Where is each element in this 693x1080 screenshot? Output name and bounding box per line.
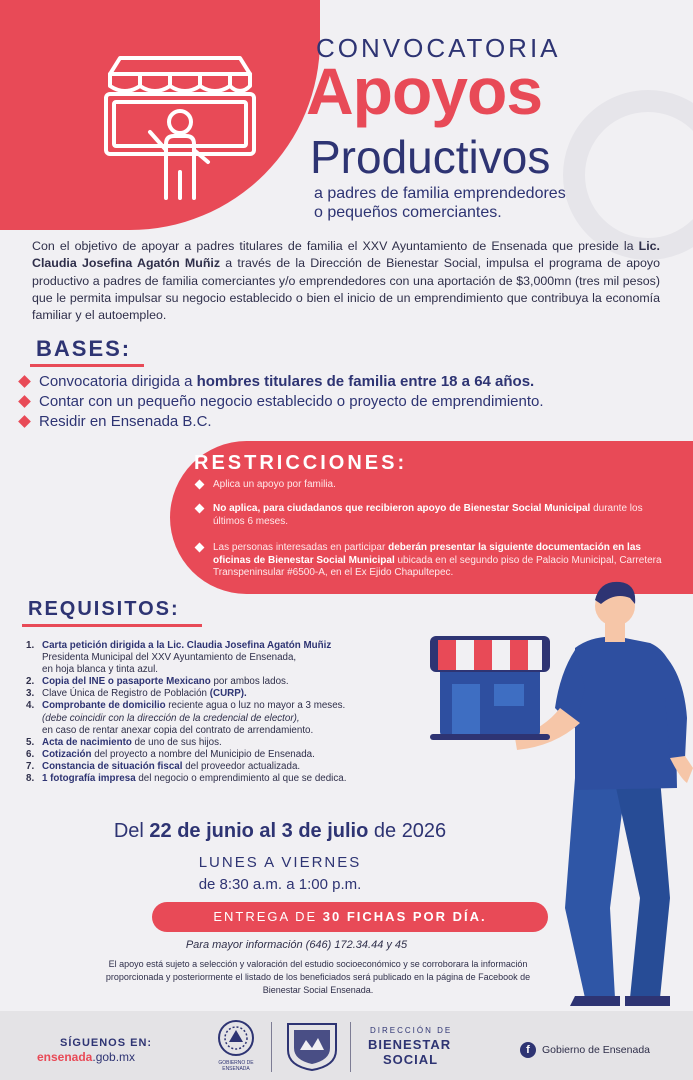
item-text: Presidenta Municipal del XXV Ayuntamiento de Ensenada, [42, 652, 297, 664]
decorative-ring [563, 90, 693, 260]
requisitos-underline [22, 624, 202, 627]
bienestar-label: BIENESTAR [368, 1037, 452, 1052]
contact-info: Para mayor información (646) 172.34.44 y 45 [185, 939, 408, 951]
item-number: 1. [26, 640, 35, 651]
kicker-title: CONVOCATORIA [316, 33, 561, 63]
municipal-seal-icon [215, 1018, 257, 1058]
item-number: 4. [26, 700, 35, 712]
main-title: Apoyos [306, 54, 543, 128]
website-link[interactable] [37, 1050, 135, 1064]
direccion-label: DIRECCIÓN DE [370, 1026, 453, 1035]
item-text: en caso de rentar anexar copia del contrato de arrendamiento. [42, 724, 314, 736]
date-prefix: Del [113, 820, 150, 842]
social-label: SOCIAL [383, 1052, 439, 1067]
item-text: reciente agua o luz no mayor a 3 meses. [165, 700, 346, 712]
date-year: de 2026 [368, 820, 447, 842]
list-item [26, 737, 426, 749]
list-item [18, 412, 678, 432]
schedule-hours: de 8:30 a.m. a 1:00 p.m. [198, 876, 362, 893]
website-domain: ensenada [37, 1050, 93, 1064]
bases-item-1-text: Convocatoria dirigida a [39, 373, 197, 390]
list-item [18, 392, 678, 412]
list-item [26, 773, 426, 785]
fichas-banner [152, 902, 548, 932]
bases-heading: BASES: [36, 336, 132, 361]
disclaimer: El apoyo está sujeto a selección y valoración del estudio socioeconómico y se corroborara la información proporcionada y posteriormente el listado de los beneficiados será publicado en la página de Facebook de Bienestar Social Ensenada. [105, 959, 531, 995]
item-bold: Cotización [42, 748, 92, 760]
divider [350, 1022, 351, 1072]
item-bold: (CURP). [209, 688, 247, 700]
item-bold: Copia del INE o pasaporte Mexicano [42, 676, 211, 688]
facebook-icon[interactable]: f [520, 1042, 536, 1058]
item-text: del proyecto a nombre del Municipio de Ensenada. [91, 748, 315, 760]
bases-underline [30, 364, 144, 367]
follow-label: SÍGUENOS EN: [60, 1037, 153, 1049]
item-number: 3. [26, 688, 35, 700]
requisitos-heading: REQUISITOS: [28, 598, 180, 620]
intro-text-2: a través de la Dirección de Bienestar Social, impulsa el programa de apoyo productivo a padres de familia comerciantes y/o emprendedores con una aportación de $3,000mn (tres mil pesos) que le permita impulsar su negocio establecido o bien el inicio de un emprendimiento que contribuya la economía familiar y el autoempleo. [32, 256, 660, 323]
restricciones-heading: RESTRICCIONES: [194, 452, 408, 474]
list-item [26, 640, 426, 676]
item-number: 6. [26, 748, 35, 760]
item-number: 5. [26, 736, 35, 748]
item-text: de uno de sus hijos. [131, 736, 222, 748]
intro-paragraph [32, 238, 660, 324]
facebook-page-link[interactable]: Gobierno de Ensenada [542, 1044, 650, 1056]
ensenada-shield-icon [282, 1020, 342, 1072]
item-text: Clave Única de Registro de Población [42, 688, 210, 700]
list-item [26, 749, 426, 761]
fichas-text: ENTREGA DE [213, 909, 323, 924]
date-range-bold: 22 de junio al 3 de julio [149, 820, 369, 842]
requisitos-list [26, 640, 426, 785]
restriccion-item-3 [194, 542, 669, 580]
list-item [18, 372, 678, 392]
diamond-bullet-icon [195, 543, 205, 553]
item-italic: (debe coincidir con la dirección de la credencial de elector), [42, 712, 300, 724]
date-range [0, 820, 693, 843]
subtitle [314, 184, 644, 222]
diamond-bullet-icon [18, 395, 31, 408]
seal-caption: GOBIERNO DE ENSENADA [218, 1060, 254, 1072]
item-number: 2. [26, 676, 35, 688]
fichas-bold: 30 FICHAS POR DÍA. [322, 909, 487, 924]
item-bold: Acta de nacimiento [42, 736, 132, 748]
website-tld: .gob.mx [92, 1050, 136, 1064]
restriccion-text: Las personas interesadas en participar [213, 542, 389, 553]
item-number: 8. [26, 773, 35, 785]
list-item [26, 676, 426, 688]
item-bold: Comprobante de domicilio [42, 700, 166, 712]
item-bold: Constancia de situación fiscal [42, 760, 183, 772]
restriccion-bold: No aplica, para ciudadanos que recibieron apoyo de Bienestar Social Municipal [213, 503, 591, 514]
item-text: en hoja blanca y tinta azul. [42, 664, 159, 676]
item-bold: Carta petición dirigida a la Lic. Claudia Josefina Agatón Muñiz [42, 640, 332, 651]
restriccion-item-2 [194, 503, 669, 528]
list-item [26, 700, 426, 736]
diamond-bullet-icon [195, 480, 205, 490]
list-item [26, 688, 426, 700]
subtitle-line-1: a padres de familia emprendedores [314, 185, 566, 202]
diamond-bullet-icon [18, 375, 31, 388]
restriccion-text: Aplica un apoyo por familia. [213, 479, 336, 490]
store-presenter-icon [100, 52, 260, 202]
bases-list [18, 372, 678, 432]
item-text: por ambos lados. [210, 676, 289, 688]
item-bold: 1 fotografía impresa [42, 773, 136, 785]
main-title-secondary: Productivos [310, 131, 551, 183]
list-item [26, 761, 426, 773]
restriccion-text: ubicada en el segundo piso de Palacio Municipal, Carretera Transpeninsular #6500-A, en el Ex Ejido Chapultepec. [213, 554, 662, 578]
intro-name: Lic. Claudia Josefina Agatón Muñiz [32, 239, 660, 271]
subtitle-line-2: o pequeños comerciantes. [314, 204, 502, 221]
divider [271, 1022, 272, 1072]
bases-item-3-text: Residir en Ensenada B.C. [39, 413, 212, 430]
item-text: del negocio o emprendimiento al que se dedica. [135, 773, 347, 785]
bases-item-1-bold: hombres titulares de familia entre 18 a 64 años. [196, 373, 535, 390]
intro-text-1: Con el objetivo de apoyar a padres titulares de familia el XXV Ayuntamiento de Ensenada que preside la [32, 239, 639, 253]
diamond-bullet-icon [195, 504, 205, 514]
restriccion-bold: deberán presentar la siguiente documentación en las oficinas de Bienestar Social Municipal [213, 542, 641, 566]
restriccion-item-1 [194, 479, 669, 492]
bases-item-2-text: Contar con un pequeño negocio establecido o proyecto de emprendimiento. [39, 393, 544, 410]
restriccion-text: durante los últimos 6 meses. [213, 503, 643, 527]
item-text: del proveedor actualizada. [182, 760, 301, 772]
diamond-bullet-icon [18, 415, 31, 428]
schedule-days: LUNES A VIERNES [198, 854, 362, 871]
item-number: 7. [26, 760, 35, 772]
